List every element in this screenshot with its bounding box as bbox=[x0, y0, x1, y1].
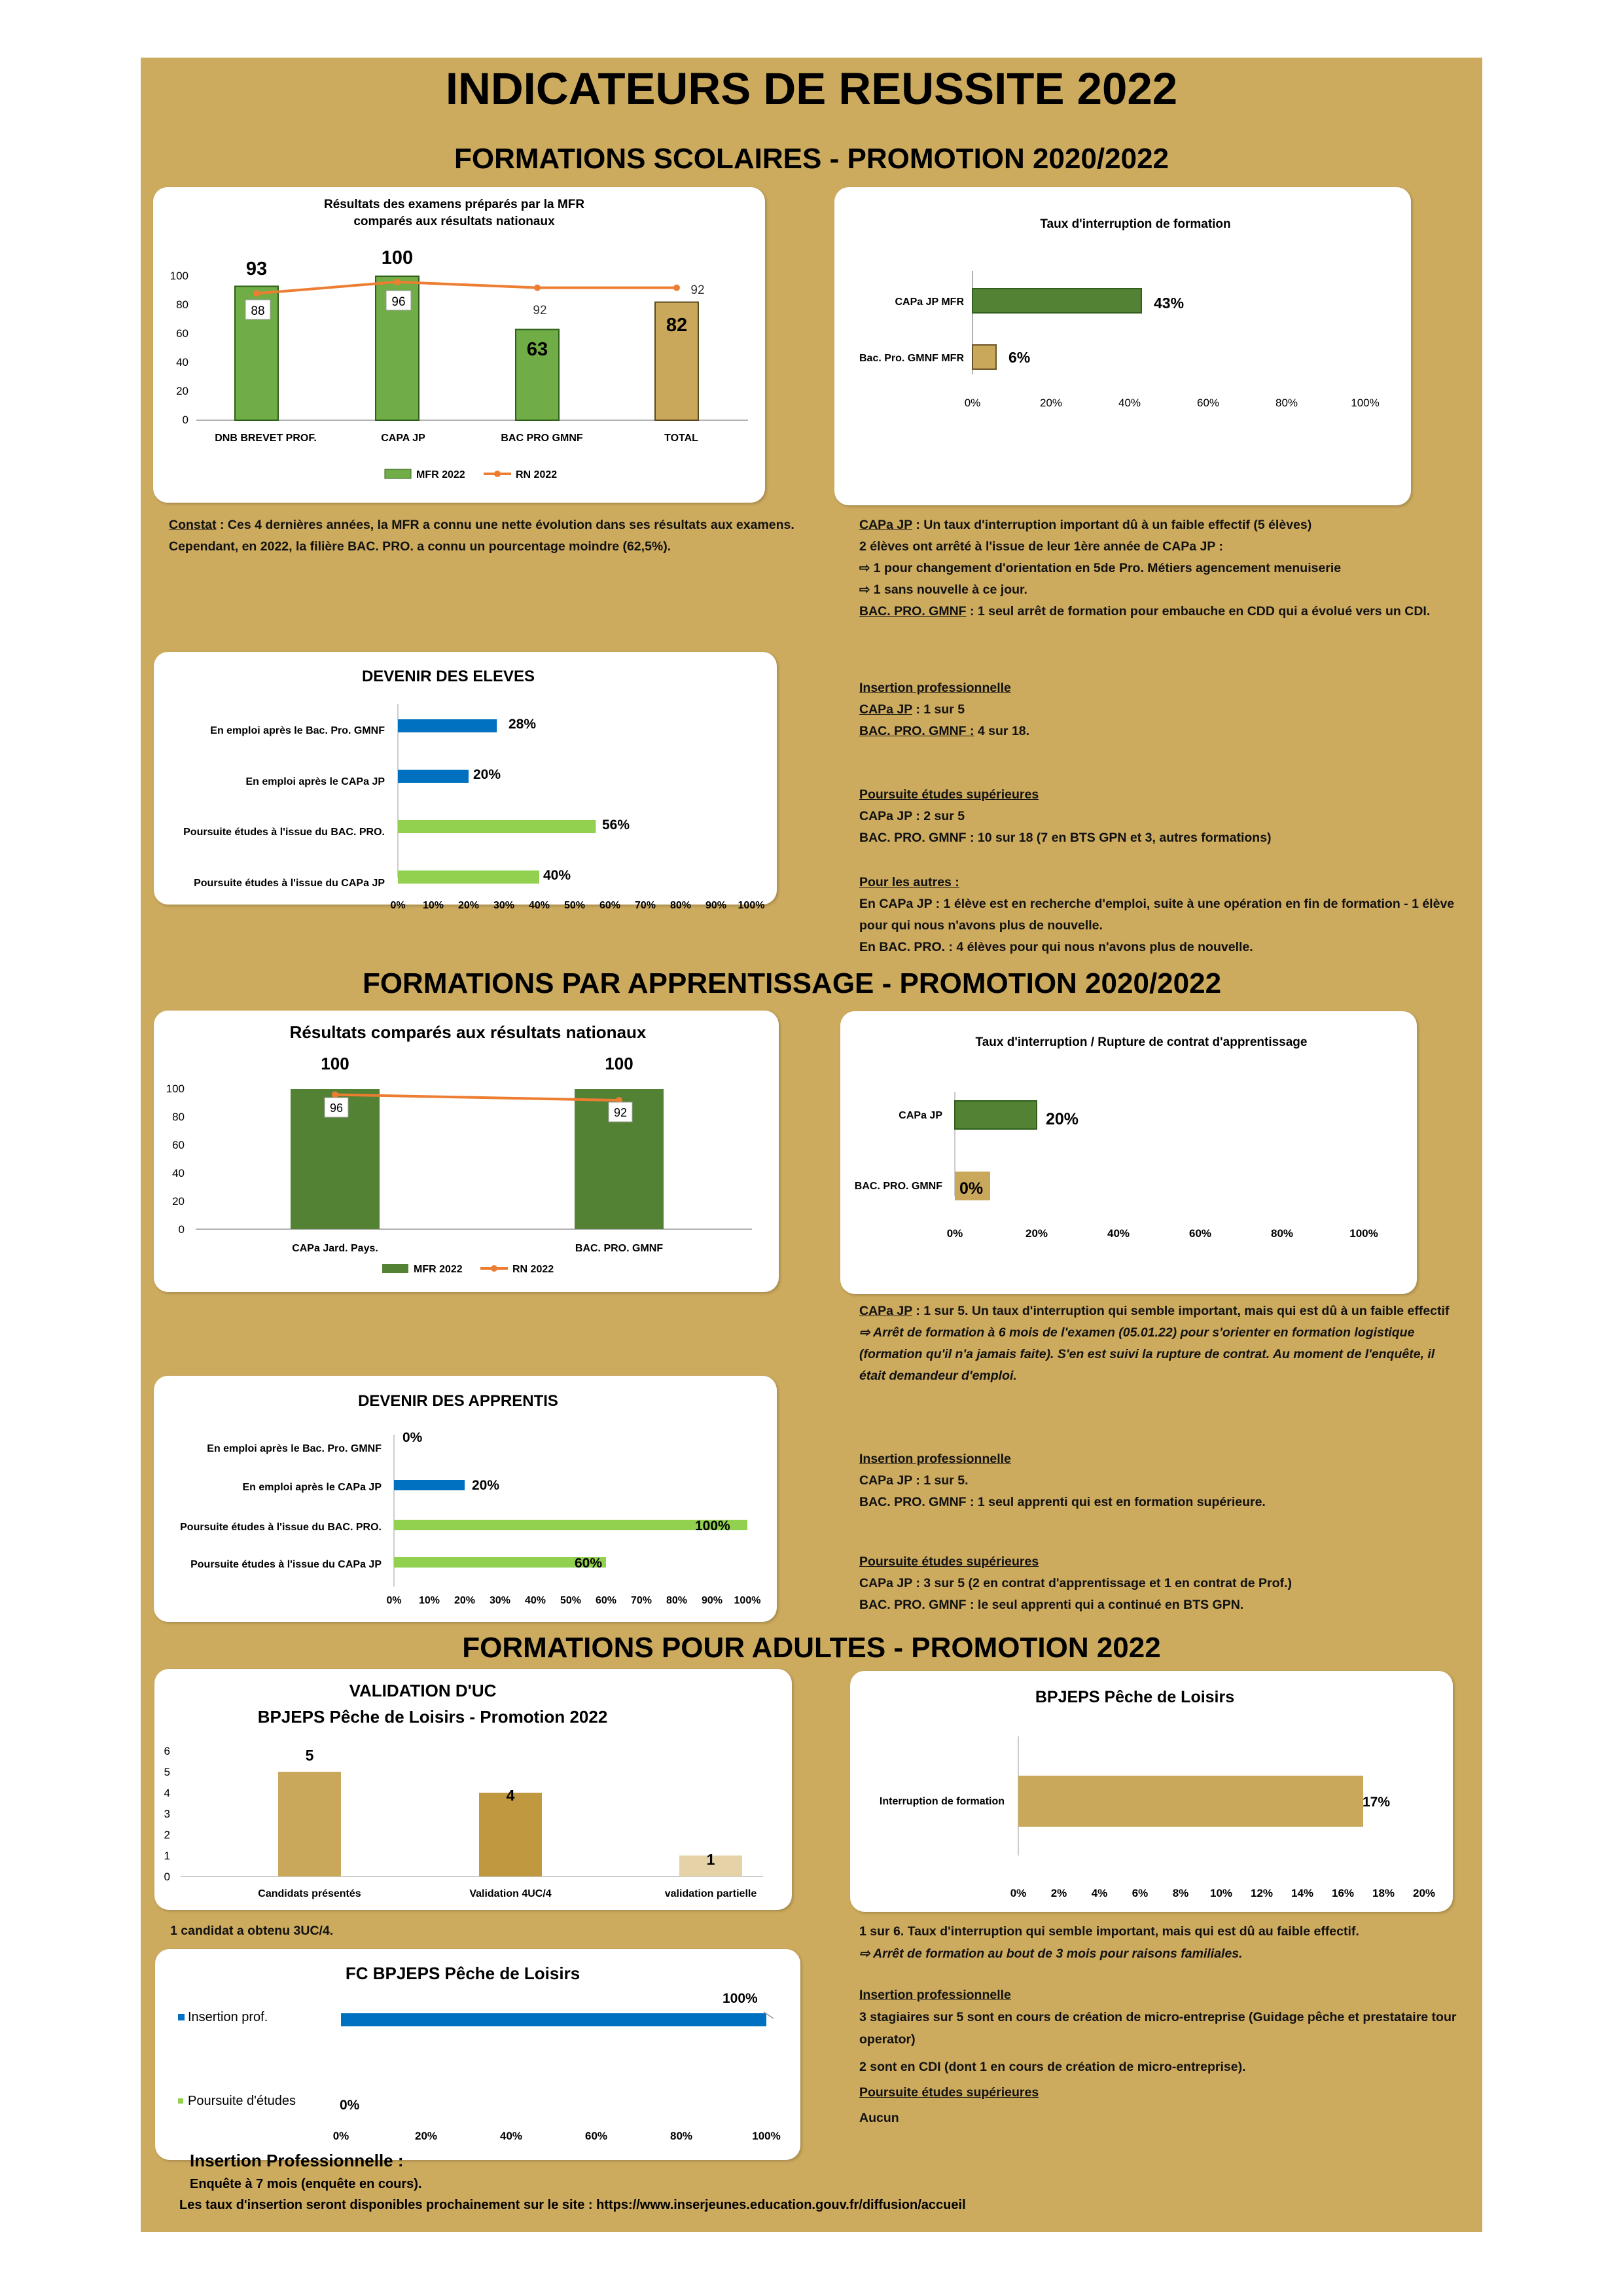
note-heading: Poursuite études supérieures bbox=[859, 787, 1039, 802]
legend-marker-rn bbox=[491, 1265, 497, 1272]
chart-title: Résultats comparés aux résultats nationaux bbox=[289, 1022, 647, 1042]
note-interruption-scolaire bbox=[859, 514, 1461, 622]
x-tick: 20% bbox=[1025, 1227, 1048, 1240]
y-tick: 80 bbox=[172, 1111, 185, 1123]
y-tick: En emploi après le CAPa JP bbox=[245, 776, 385, 787]
x-tick: DNB BREVET PROF. bbox=[215, 433, 317, 444]
note-heading: Insertion professionnelle bbox=[859, 1988, 1011, 2002]
chart-card-resultats-scolaires bbox=[153, 187, 765, 503]
y-tick: 100 bbox=[166, 1083, 185, 1095]
note-poursuite-apprentissage bbox=[859, 1551, 1461, 1616]
x-tick: 8% bbox=[1172, 1887, 1189, 1899]
footer-title: Insertion Professionnelle : bbox=[190, 2151, 404, 2170]
data-label: 0% bbox=[959, 1179, 984, 1198]
x-tick: 80% bbox=[1270, 1227, 1294, 1240]
x-tick: Validation 4UC/4 bbox=[469, 1888, 552, 1899]
note-interruption-apprentissage bbox=[859, 1300, 1461, 1387]
chart-card-resultats-apprentissage bbox=[154, 1011, 779, 1292]
x-tick: 2% bbox=[1050, 1887, 1067, 1899]
x-tick: 70% bbox=[630, 1595, 652, 1606]
point-rn-bacpro bbox=[534, 285, 541, 291]
legend-label-rn: RN 2022 bbox=[512, 1264, 554, 1275]
chart-resultats-apprentissage bbox=[154, 1011, 779, 1292]
bar-emploi-bacpro bbox=[398, 719, 497, 732]
bar-bac-pro bbox=[972, 345, 996, 369]
chart-title: Taux d'interruption / Rupture de contrat d'apprentissage bbox=[975, 1035, 1308, 1049]
data-label: 20% bbox=[472, 1478, 500, 1493]
note-poursuite-scolaire bbox=[859, 784, 1461, 849]
x-tick: 20% bbox=[414, 2130, 438, 2142]
chart-card-bpjeps-interruption bbox=[850, 1671, 1453, 1912]
note-heading: Poursuite études supérieures bbox=[859, 1554, 1039, 1569]
chart-card-fc-bpjeps bbox=[155, 1949, 800, 2160]
x-tick: 100% bbox=[738, 900, 765, 911]
x-tick: 60% bbox=[599, 900, 621, 911]
footer-link: Les taux d'insertion seront disponibles prochainement sur le site : https://www.inserjeunes.education.gouv.fr/diffusion/accueil bbox=[179, 2198, 966, 2212]
point-rn-dnb bbox=[253, 290, 260, 296]
note-line: 1 sur 6. Taux d'interruption qui semble important, mais qui est dû au faible effectif. bbox=[859, 1924, 1359, 1939]
bar-capa-jp bbox=[955, 1101, 1037, 1129]
x-tick: 0% bbox=[964, 397, 981, 409]
chart-title: FC BPJEPS Pêche de Loisirs bbox=[345, 1964, 580, 1983]
bar-capa-jp bbox=[972, 289, 1141, 313]
y-tick: 5 bbox=[164, 1766, 170, 1778]
note-line: ⇨ 1 pour changement d'orientation en 5de Pro. Métiers agencement menuiserie bbox=[859, 561, 1342, 575]
note-line: Aucun bbox=[859, 2111, 899, 2125]
bar-interruption bbox=[1018, 1776, 1363, 1827]
x-tick: 12% bbox=[1250, 1887, 1274, 1899]
section-title-scolaires: FORMATIONS SCOLAIRES - PROMOTION 2020/2022 bbox=[454, 143, 1169, 175]
data-label-mfr: 100 bbox=[381, 247, 414, 268]
note-line: CAPa JP : 2 sur 5 bbox=[859, 809, 965, 823]
note-heading: Pour les autres : bbox=[859, 875, 959, 889]
data-label: 0% bbox=[402, 1430, 423, 1445]
note-text: : Ces 4 dernières années, la MFR a connu une nette évolution dans ses résultats aux examens. Cependant, en 2022, la filière BAC. PRO. a connu un pourcentage moindre (62,5%). bbox=[169, 518, 794, 554]
chart-interruption-apprentissage bbox=[840, 1011, 1417, 1294]
chart-card-interruption-scolaire bbox=[834, 187, 1411, 505]
chart-title: DEVENIR DES ELEVES bbox=[361, 668, 535, 685]
y-tick: Poursuite études à l'issue du CAPa JP bbox=[194, 878, 385, 889]
note-validation-uc: 1 candidat a obtenu 3UC/4. bbox=[170, 1924, 334, 1938]
y-tick: 40 bbox=[176, 356, 188, 368]
chart-title: BPJEPS Pêche de Loisirs - Promotion 2022 bbox=[257, 1707, 608, 1727]
line-rn-2022 bbox=[257, 282, 677, 294]
x-tick: 100% bbox=[752, 2130, 781, 2142]
note-line: CAPa JP : 3 sur 5 (2 en contrat d'apprentissage et 1 en contrat de Prof.) bbox=[859, 1576, 1292, 1590]
x-tick: BAC. PRO. GMNF bbox=[575, 1243, 664, 1254]
note-line: En CAPa JP : 1 élève est en recherche d'emploi, suite à une opération en fin de formation - 1 élève pour qui nous n'avons plus de nouvelle. bbox=[859, 897, 1455, 933]
x-tick: 60% bbox=[595, 1595, 617, 1606]
chart-card-devenir-eleves bbox=[154, 652, 777, 911]
bar-emploi-capa bbox=[398, 770, 469, 783]
note-label: CAPa JP bbox=[859, 518, 912, 532]
point-rn-capa-jard bbox=[332, 1092, 338, 1098]
y-tick: CAPa JP MFR bbox=[895, 296, 964, 308]
x-tick: 10% bbox=[422, 900, 444, 911]
note-label: Constat bbox=[169, 518, 217, 532]
note-line: 2 sont en CDI (dont 1 en cours de création de micro-entreprise). bbox=[859, 2060, 1246, 2074]
data-label: 20% bbox=[473, 767, 501, 782]
data-label: 4 bbox=[506, 1787, 515, 1804]
y-tick: 4 bbox=[164, 1787, 170, 1799]
x-tick: 0% bbox=[386, 1595, 402, 1606]
y-tick: CAPa JP bbox=[899, 1110, 942, 1121]
x-tick: 14% bbox=[1291, 1887, 1314, 1899]
note-text: : 1 seul arrêt de formation pour embauche en CDD qui a évolué vers un CDI. bbox=[966, 604, 1431, 619]
data-label-mfr: 93 bbox=[245, 259, 268, 279]
data-label-mfr: 63 bbox=[526, 339, 548, 360]
legend-swatch-mfr bbox=[382, 1264, 408, 1273]
x-tick: 10% bbox=[1209, 1887, 1233, 1899]
x-tick: 0% bbox=[390, 900, 406, 911]
x-tick: 80% bbox=[669, 2130, 693, 2142]
x-tick: 100% bbox=[734, 1595, 761, 1606]
x-tick: 80% bbox=[666, 1595, 688, 1606]
y-tick: Bac. Pro. GMNF MFR bbox=[859, 353, 964, 364]
data-label-rn: 92 bbox=[533, 304, 547, 317]
chart-fc-bpjeps bbox=[155, 1949, 800, 2160]
bar-candidats bbox=[278, 1772, 341, 1876]
legend-swatch-poursuite bbox=[178, 2098, 183, 2104]
note-heading: Poursuite études supérieures bbox=[859, 2085, 1039, 2100]
x-tick: 4% bbox=[1091, 1887, 1108, 1899]
y-tick: 20 bbox=[172, 1195, 185, 1208]
note-label: CAPa JP bbox=[859, 1304, 912, 1318]
bar-poursuite-bacpro bbox=[398, 820, 596, 833]
x-tick: 16% bbox=[1331, 1887, 1355, 1899]
note-label: CAPa JP bbox=[859, 702, 912, 717]
chart-title: Taux d'interruption de formation bbox=[1040, 217, 1231, 231]
data-label: 1 bbox=[706, 1851, 715, 1868]
chart-validation-uc bbox=[154, 1669, 792, 1910]
chart-card-devenir-apprentis bbox=[154, 1376, 777, 1622]
x-tick: 20% bbox=[1039, 397, 1063, 409]
legend-label-poursuite: Poursuite d'études bbox=[188, 2094, 296, 2108]
section-title-adultes: FORMATIONS POUR ADULTES - PROMOTION 2022 bbox=[462, 1632, 1161, 1664]
x-tick: 20% bbox=[454, 1595, 476, 1606]
chart-devenir-eleves bbox=[154, 652, 777, 911]
data-label: 56% bbox=[602, 817, 630, 833]
x-tick: 50% bbox=[560, 1595, 582, 1606]
x-tick: 6% bbox=[1132, 1887, 1149, 1899]
y-tick: 6 bbox=[164, 1745, 170, 1757]
note-line: 3 stagiaires sur 5 sont en cours de création de micro-entreprise (Guidage pêche et prestataire tour operator) bbox=[859, 2010, 1457, 2047]
data-label-mfr: 100 bbox=[605, 1054, 633, 1073]
y-tick: 0 bbox=[182, 414, 188, 426]
x-tick: 10% bbox=[418, 1595, 440, 1606]
x-tick: 20% bbox=[457, 900, 480, 911]
chart-resultats-scolaires bbox=[153, 187, 765, 503]
legend-swatch-insertion bbox=[178, 2014, 185, 2020]
y-tick: Poursuite études à l'issue du CAPa JP bbox=[190, 1559, 382, 1570]
note-line: ⇨ Arrêt de formation au bout de 3 mois pour raisons familiales. bbox=[859, 1946, 1243, 1961]
note-text: : Un taux d'interruption important dû à un faible effectif (5 élèves) bbox=[912, 518, 1312, 532]
x-tick: 90% bbox=[701, 1595, 723, 1606]
note-text: : 1 sur 5 bbox=[912, 702, 965, 717]
x-tick: 100% bbox=[1349, 1227, 1378, 1240]
y-tick: Poursuite études à l'issue du BAC. PRO. bbox=[183, 827, 385, 838]
x-tick: 60% bbox=[1188, 1227, 1212, 1240]
note-text: : 1 sur 5. Un taux d'interruption qui semble important, mais qui est dû à un faible effectif bbox=[912, 1304, 1450, 1318]
chart-title: VALIDATION D'UC bbox=[349, 1681, 497, 1700]
y-tick: En emploi après le CAPa JP bbox=[242, 1482, 382, 1493]
data-label: 40% bbox=[543, 868, 571, 883]
data-label: 100% bbox=[695, 1518, 730, 1534]
y-tick: 60 bbox=[176, 327, 188, 340]
data-label-mfr: 82 bbox=[666, 315, 688, 336]
y-tick: 20 bbox=[176, 385, 188, 397]
x-tick: 50% bbox=[563, 900, 586, 911]
x-tick: 40% bbox=[528, 900, 550, 911]
legend-label-mfr: MFR 2022 bbox=[414, 1264, 463, 1275]
note-autres-scolaire bbox=[859, 872, 1461, 958]
x-tick: TOTAL bbox=[664, 433, 698, 444]
chart-interruption-scolaire bbox=[834, 187, 1411, 505]
data-label-rn: 96 bbox=[391, 295, 406, 309]
data-label: 5 bbox=[305, 1747, 314, 1764]
chart-devenir-apprentis bbox=[154, 1376, 777, 1622]
section-title-apprentissage: FORMATIONS PAR APPRENTISSAGE - PROMOTION 2020/2022 bbox=[362, 967, 1222, 999]
page-title: INDICATEURS DE REUSSITE 2022 bbox=[445, 63, 1178, 114]
bar-poursuite-capa bbox=[398, 870, 539, 884]
x-tick: 0% bbox=[946, 1227, 963, 1240]
x-tick: 18% bbox=[1372, 1887, 1395, 1899]
y-tick: 0 bbox=[164, 1871, 170, 1883]
x-tick: 40% bbox=[499, 2130, 523, 2142]
data-label: 20% bbox=[1046, 1110, 1079, 1128]
legend-label-insertion: Insertion prof. bbox=[188, 2010, 268, 2024]
x-tick: 30% bbox=[489, 1595, 511, 1606]
y-tick: 60 bbox=[172, 1139, 185, 1151]
chart-card-interruption-apprentissage bbox=[840, 1011, 1417, 1294]
data-label-rn: 96 bbox=[329, 1102, 344, 1115]
note-constat bbox=[169, 514, 797, 558]
x-tick: 80% bbox=[669, 900, 692, 911]
data-label-rn: 92 bbox=[690, 283, 705, 297]
chart-title: BPJEPS Pêche de Loisirs bbox=[1035, 1688, 1235, 1706]
y-tick: 3 bbox=[164, 1808, 170, 1820]
note-heading: Insertion professionnelle bbox=[859, 681, 1011, 695]
note-label: BAC. PRO. GMNF : bbox=[859, 724, 974, 738]
y-tick: En emploi après le Bac. Pro. GMNF bbox=[210, 725, 385, 736]
x-tick: 40% bbox=[1118, 397, 1141, 409]
bar-emploi-capa bbox=[394, 1480, 465, 1490]
legend-swatch-mfr bbox=[385, 469, 411, 478]
x-tick: 90% bbox=[705, 900, 727, 911]
x-tick: 20% bbox=[1412, 1887, 1436, 1899]
x-tick: 40% bbox=[524, 1595, 546, 1606]
x-tick: 40% bbox=[1107, 1227, 1130, 1240]
y-tick: 1 bbox=[164, 1850, 170, 1862]
point-rn-total bbox=[673, 285, 680, 291]
x-tick: CAPa Jard. Pays. bbox=[292, 1243, 378, 1254]
note-line: BAC. PRO. GMNF : le seul apprenti qui a continué en BTS GPN. bbox=[859, 1598, 1244, 1612]
legend-label-mfr: MFR 2022 bbox=[416, 469, 465, 480]
note-insertion-apprentissage bbox=[859, 1448, 1461, 1513]
data-label: 28% bbox=[508, 717, 537, 732]
data-label-rn: 92 bbox=[613, 1106, 628, 1119]
x-tick: Candidats présentés bbox=[258, 1888, 361, 1899]
note-label: BAC. PRO. GMNF bbox=[859, 604, 967, 619]
footer-line: Enquête à 7 mois (enquête en cours). bbox=[190, 2177, 422, 2191]
x-tick: 100% bbox=[1351, 397, 1380, 409]
chart-title: DEVENIR DES APPRENTIS bbox=[358, 1392, 558, 1410]
bar-poursuite-bacpro bbox=[394, 1520, 747, 1530]
note-text: ⇨ Arrêt de formation à 6 mois de l'examen (05.01.22) pour s'orienter en formation logistique (formation qu'il n'a jamais faite). S'en est suivi la rupture de contrat. Au moment de l'enquête, il était demandeur d'emploi. bbox=[859, 1325, 1435, 1383]
chart-title: Résultats des examens préparés par la MFR bbox=[323, 198, 585, 211]
chart-bpjeps-interruption bbox=[850, 1671, 1453, 1912]
note-adultes bbox=[859, 1920, 1461, 2129]
data-label: 100% bbox=[722, 1991, 758, 2006]
data-label-rn: 88 bbox=[251, 304, 265, 318]
data-label: 0% bbox=[340, 2098, 360, 2113]
x-tick: 0% bbox=[1010, 1887, 1027, 1899]
y-tick: BAC. PRO. GMNF bbox=[854, 1181, 942, 1192]
note-line: CAPa JP : 1 sur 5. bbox=[859, 1473, 969, 1488]
y-tick: 40 bbox=[172, 1167, 185, 1179]
x-tick: 80% bbox=[1275, 397, 1298, 409]
bar-insertion-prof bbox=[341, 2013, 766, 2026]
note-line: BAC. PRO. GMNF : 10 sur 18 (7 en BTS GPN et 3, autres formations) bbox=[859, 831, 1272, 845]
bar-validation-4uc bbox=[479, 1793, 542, 1876]
legend-label-rn: RN 2022 bbox=[516, 469, 558, 480]
y-tick: 100 bbox=[169, 270, 188, 282]
data-label-mfr: 100 bbox=[321, 1054, 349, 1073]
x-tick: CAPA JP bbox=[381, 433, 425, 444]
data-label: 43% bbox=[1154, 295, 1185, 312]
y-tick: Interruption de formation bbox=[879, 1796, 1005, 1807]
x-tick: 30% bbox=[493, 900, 515, 911]
x-tick: 60% bbox=[584, 2130, 608, 2142]
y-tick: 0 bbox=[178, 1223, 185, 1236]
y-tick: En emploi après le Bac. Pro. GMNF bbox=[207, 1443, 382, 1454]
note-text: 4 sur 18. bbox=[974, 724, 1030, 738]
x-tick: 70% bbox=[634, 900, 656, 911]
point-rn-capa bbox=[394, 279, 401, 285]
y-tick: Poursuite études à l'issue du BAC. PRO. bbox=[180, 1522, 382, 1533]
x-tick: validation partielle bbox=[664, 1888, 757, 1899]
x-tick: 60% bbox=[1196, 397, 1220, 409]
poster bbox=[141, 58, 1482, 2232]
note-line: BAC. PRO. GMNF : 1 seul apprenti qui est en formation supérieure. bbox=[859, 1495, 1266, 1509]
x-tick: 0% bbox=[332, 2130, 349, 2142]
note-insertion-scolaire bbox=[859, 677, 1461, 742]
data-label: 6% bbox=[1008, 349, 1031, 366]
y-tick: 80 bbox=[176, 298, 188, 311]
chart-card-validation-uc bbox=[154, 1669, 792, 1910]
legend-marker-rn bbox=[494, 471, 501, 477]
chart-title: comparés aux résultats nationaux bbox=[353, 215, 555, 228]
y-tick: 2 bbox=[164, 1829, 170, 1841]
data-label: 60% bbox=[575, 1556, 603, 1571]
note-line: En BAC. PRO. : 4 élèves pour qui nous n'avons plus de nouvelle. bbox=[859, 940, 1253, 954]
data-label: 17% bbox=[1363, 1795, 1391, 1810]
note-heading: Insertion professionnelle bbox=[859, 1452, 1011, 1466]
note-line: ⇨ 1 sans nouvelle à ce jour. bbox=[859, 583, 1027, 597]
x-tick: BAC PRO GMNF bbox=[501, 433, 583, 444]
note-line: 2 élèves ont arrêté à l'issue de leur 1ère année de CAPa JP : bbox=[859, 539, 1223, 554]
